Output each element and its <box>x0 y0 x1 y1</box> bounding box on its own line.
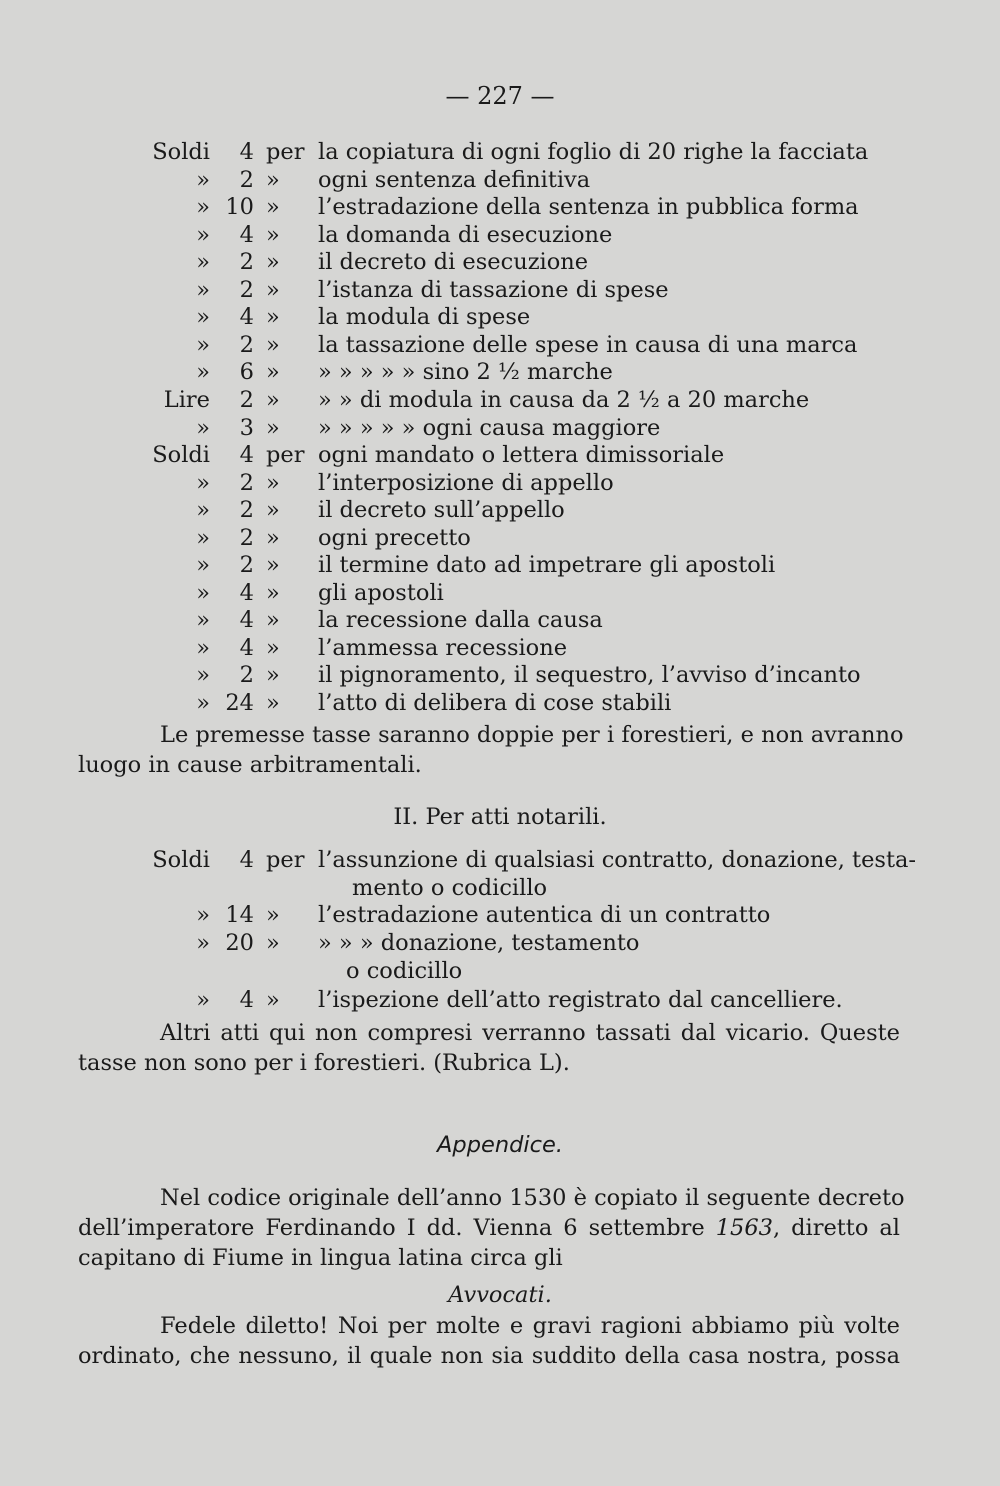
fee-per: » <box>266 415 280 441</box>
fee-row <box>0 165 1000 195</box>
fee-unit: » <box>196 987 210 1013</box>
appendix-line-text: , diretto al <box>772 1215 901 1241</box>
fee-unit: » <box>196 930 210 956</box>
note-notarial-line: tasse non sono per i forestieri. (Rubrica L). <box>78 1050 570 1076</box>
fee-per: » <box>266 987 280 1013</box>
fee-description: l’estradazione della sentenza in pubblica forma <box>318 194 859 220</box>
fee-description: ogni sentenza definitiva <box>318 167 591 193</box>
fee-unit: Soldi <box>152 847 210 873</box>
fee-description-continuation: mento o codicillo <box>352 875 548 901</box>
fee-row <box>0 385 1000 415</box>
fee-amount: 2 <box>239 249 254 275</box>
fee-per: » <box>266 332 280 358</box>
decree-year: 1563 <box>715 1215 773 1241</box>
appendix-line: capitano di Fiume in lingua latina circa gli <box>78 1245 563 1271</box>
appendix-line-text: dell’imperatore Ferdinando I dd. Vienna 6 settembre <box>78 1215 716 1241</box>
fee-unit: » <box>196 167 210 193</box>
fee-per: » <box>266 222 280 248</box>
fee-description: » » » » » ogni causa maggiore <box>318 415 661 441</box>
fee-row <box>0 137 1000 167</box>
fee-per: per <box>266 847 305 873</box>
fee-description: il decreto di esecuzione <box>318 249 589 275</box>
fee-amount: 2 <box>239 387 254 413</box>
fee-unit: » <box>196 662 210 688</box>
fee-row <box>0 605 1000 635</box>
fee-per: » <box>266 580 280 606</box>
fee-unit: » <box>196 902 210 928</box>
fee-description: » » » » » sino 2 ½ marche <box>318 359 613 385</box>
appendix-paragraph <box>78 1183 905 1273</box>
fee-row <box>0 688 1000 718</box>
fee-description: la domanda di esecuzione <box>318 222 613 248</box>
fee-amount: 24 <box>225 690 254 716</box>
fee-per: » <box>266 902 280 928</box>
fee-description: la recessione dalla causa <box>318 607 603 633</box>
fee-per: » <box>266 194 280 220</box>
fee-amount: 2 <box>239 497 254 523</box>
fee-per: » <box>266 277 280 303</box>
fee-amount: 2 <box>239 332 254 358</box>
fee-amount: 20 <box>225 930 254 956</box>
fee-per: » <box>266 635 280 661</box>
fee-unit: » <box>196 470 210 496</box>
fee-row <box>0 330 1000 360</box>
fee-unit: » <box>196 497 210 523</box>
fee-description: » » di modula in causa da 2 ½ a 20 marche <box>318 387 810 413</box>
fee-amount: 4 <box>239 222 254 248</box>
fee-row <box>0 900 1000 930</box>
fee-unit: » <box>196 635 210 661</box>
section-title-notarial: II. Per atti notarili. <box>393 804 607 830</box>
fee-description: gli apostoli <box>318 580 444 606</box>
fee-row <box>0 247 1000 277</box>
note-notarial-fees <box>78 1018 900 1078</box>
appendix-line <box>78 1213 900 1243</box>
fee-per: » <box>266 387 280 413</box>
fee-per: » <box>266 304 280 330</box>
fee-description: il termine dato ad impetrare gli apostoli <box>318 552 776 578</box>
fee-description: ogni mandato o lettera dimissoriale <box>318 442 725 468</box>
fee-per: » <box>266 930 280 956</box>
fee-row <box>0 302 1000 332</box>
fee-unit: » <box>196 552 210 578</box>
fee-amount: 4 <box>239 987 254 1013</box>
note-court-line: luogo in cause arbitramentali. <box>78 752 422 778</box>
fee-row <box>0 468 1000 498</box>
fee-amount: 4 <box>239 442 254 468</box>
fee-amount: 4 <box>239 139 254 165</box>
fee-amount: 10 <box>225 194 254 220</box>
fee-unit: » <box>196 277 210 303</box>
fee-amount: 2 <box>239 470 254 496</box>
page-number: — 227 — <box>445 82 555 110</box>
note-court-line: Le premesse tasse saranno doppie per i forestieri, e non avranno <box>160 722 904 748</box>
appendix-line: Nel codice originale dell’anno 1530 è copiato il seguente decreto <box>160 1185 905 1211</box>
fee-description: l’ammessa recessione <box>318 635 568 661</box>
fee-unit: » <box>196 304 210 330</box>
fee-per: » <box>266 607 280 633</box>
fee-amount: 2 <box>239 552 254 578</box>
fee-row <box>0 578 1000 608</box>
final-paragraph <box>78 1311 900 1371</box>
fee-amount: 4 <box>239 635 254 661</box>
fee-per: » <box>266 690 280 716</box>
fee-per: » <box>266 662 280 688</box>
fee-unit: Lire <box>163 387 210 413</box>
fee-description: il decreto sull’appello <box>318 497 565 523</box>
fee-unit: » <box>196 222 210 248</box>
fee-per: » <box>266 470 280 496</box>
fee-unit: » <box>196 194 210 220</box>
fee-description: l’istanza di tassazione di spese <box>318 277 669 303</box>
avvocati-title: Avvocati. <box>448 1282 552 1308</box>
fee-description: ogni precetto <box>318 525 471 551</box>
fee-per: » <box>266 525 280 551</box>
fee-amount: 14 <box>225 902 254 928</box>
fee-unit: » <box>196 525 210 551</box>
fee-unit: » <box>196 359 210 385</box>
fee-unit: » <box>196 607 210 633</box>
fee-row <box>0 220 1000 250</box>
fee-description: » » » donazione, testamento <box>318 930 640 956</box>
fee-per: » <box>266 359 280 385</box>
fee-amount: 6 <box>239 359 254 385</box>
fee-amount: 2 <box>239 662 254 688</box>
fee-description-continuation: o codicillo <box>346 958 463 984</box>
fee-row <box>0 495 1000 525</box>
fee-description: l’ispezione dell’atto registrato dal cancelliere. <box>318 987 843 1013</box>
fee-row <box>0 660 1000 690</box>
note-notarial-line: Altri atti qui non compresi verranno tassati dal vicario. Queste <box>160 1020 900 1046</box>
fee-row <box>0 275 1000 305</box>
final-line: Fedele diletto! Noi per molte e gravi ragioni abbiamo più volte <box>160 1313 900 1339</box>
fee-unit: » <box>196 249 210 275</box>
fee-unit: » <box>196 580 210 606</box>
fee-description: l’interposizione di appello <box>318 470 614 496</box>
fee-amount: 2 <box>239 525 254 551</box>
fee-row <box>0 192 1000 222</box>
fee-unit: » <box>196 332 210 358</box>
fee-amount: 2 <box>239 277 254 303</box>
fee-unit: Soldi <box>152 139 210 165</box>
fee-row <box>0 633 1000 663</box>
fee-unit: Soldi <box>152 442 210 468</box>
fee-per: » <box>266 552 280 578</box>
fee-unit: » <box>196 415 210 441</box>
fee-per: » <box>266 167 280 193</box>
fee-row <box>0 550 1000 580</box>
fee-amount: 3 <box>239 415 254 441</box>
fee-unit: » <box>196 690 210 716</box>
fee-amount: 4 <box>239 847 254 873</box>
fee-row <box>0 523 1000 553</box>
fee-amount: 4 <box>239 304 254 330</box>
fee-description: la tassazione delle spese in causa di una marca <box>318 332 858 358</box>
fee-row <box>0 413 1000 443</box>
fee-per: per <box>266 139 305 165</box>
fee-amount: 2 <box>239 167 254 193</box>
fee-amount: 4 <box>239 607 254 633</box>
fee-row <box>0 985 1000 1015</box>
fee-description: la modula di spese <box>318 304 531 330</box>
fee-per: per <box>266 442 305 468</box>
fee-row <box>0 845 1000 875</box>
fee-description: l’atto di delibera di cose stabili <box>318 690 672 716</box>
fee-description: il pignoramento, il sequestro, l’avviso d’incanto <box>318 662 861 688</box>
fee-row <box>0 357 1000 387</box>
fee-per: » <box>266 497 280 523</box>
fee-per: » <box>266 249 280 275</box>
fee-description: la copiatura di ogni foglio di 20 righe la facciata <box>318 139 869 165</box>
fee-row <box>0 440 1000 470</box>
fee-description: l’estradazione autentica di un contratto <box>318 902 771 928</box>
appendix-title: Appendice. <box>437 1132 563 1158</box>
final-line: ordinato, che nessuno, il quale non sia suddito della casa nostra, possa <box>78 1343 900 1369</box>
fee-row <box>0 928 1000 958</box>
fee-description: l’assunzione di qualsiasi contratto, donazione, testa- <box>318 847 917 873</box>
fee-amount: 4 <box>239 580 254 606</box>
note-court-fees <box>78 720 904 780</box>
